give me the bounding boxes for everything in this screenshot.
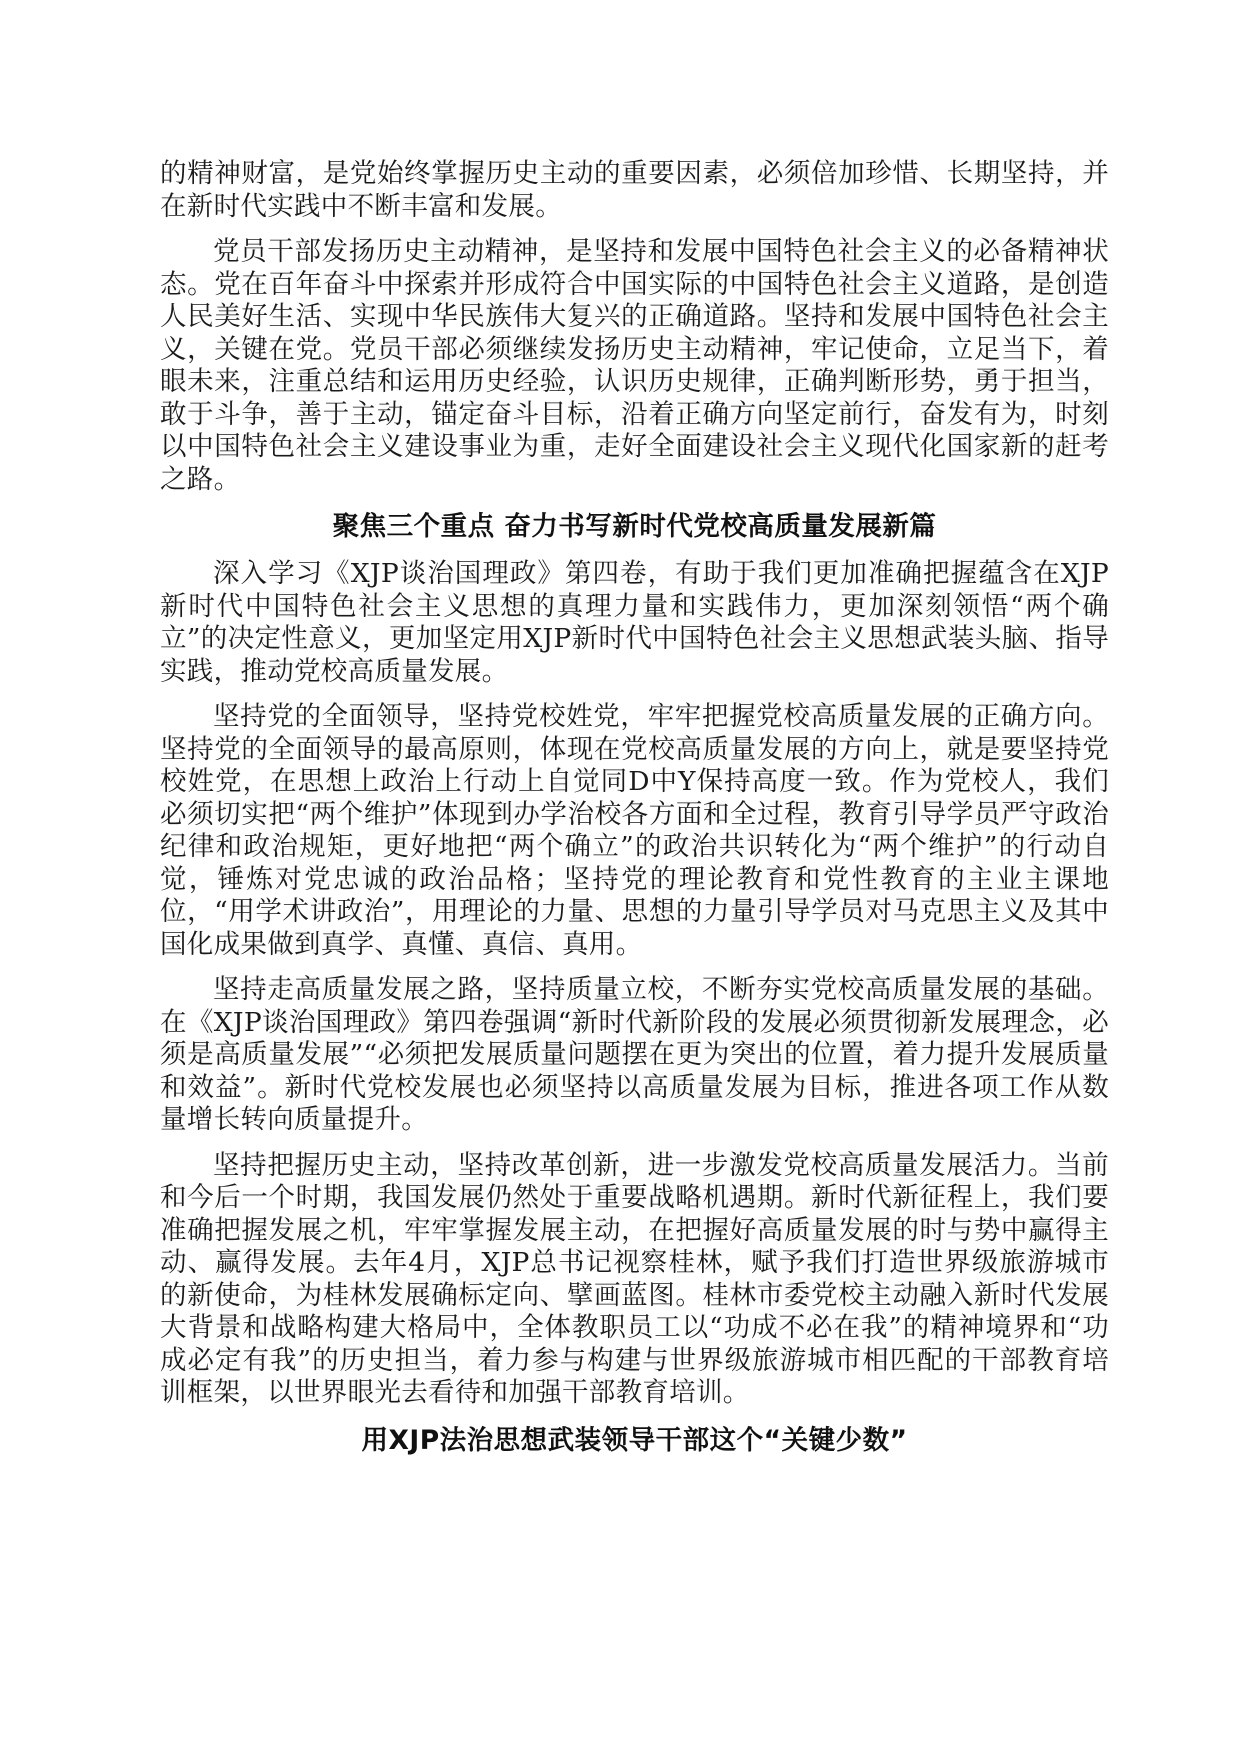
body-paragraph: 党员干部发扬历史主动精神，是坚持和发展中国特色社会主义的必备精神状态。党在百年奋斗中探索并形成符合中国实际的中国特色社会主义道路，是创造人民美好生活、实现中华民族伟大复兴的正确道路。坚持和发展中国特色社会主义，关键在党。党员干部必须继续发扬历史主动精神，牢记使命，立足当下，着眼未来，注重总结和运用历史经验，认识历史规律，正确判断形势，勇于担当，敢于斗争，善于主动，锚定奋斗目标，沿着正确方向坚定前行，奋发有为，时刻以中国特色社会主义建设事业为重，走好全面建设社会主义现代化国家新的赶考之路。 (160, 236, 1109, 495)
body-paragraph: 坚持党的全面领导，坚持党校姓党，牢牢把握党校高质量发展的正确方向。坚持党的全面领导的最高原则，体现在党校高质量发展的方向上，就是要坚持党校姓党，在思想上政治上行动上自觉同D中Y保持高度一致。作为党校人，我们必须切实把“两个维护”体现到办学治校各方面和全过程，教育引导学员严守政治纪律和政治规矩，更好地把“两个确立”的政治共识转化为“两个维护”的行动自觉，锤炼对党忠诚的政治品格；坚持党的理论教育和党性教育的主业主课地位，“用学术讲政治”，用理论的力量、思想的力量引导学员对马克思主义及其中国化成果做到真学、真懂、真信、真用。 (160, 701, 1109, 960)
section-heading: 聚焦三个重点 奋力书写新时代党校高质量发展新篇 (332, 511, 937, 542)
section-heading: 用XJP法治思想武装领导干部这个“关键少数” (361, 1424, 908, 1456)
body-paragraph: 深入学习《XJP谈治国理政》第四卷，有助于我们更加准确把握蕴含在XJP新时代中国特色社会主义思想的真理力量和实践伟力，更加深刻领悟“两个确立”的决定性意义，更加坚定用XJP新时代中国特色社会主义思想武装头脑、指导实践，推动党校高质量发展。 (160, 558, 1109, 687)
body-paragraph: 坚持把握历史主动，坚持改革创新，进一步激发党校高质量发展活力。当前和今后一个时期，我国发展仍然处于重要战略机遇期。新时代新征程上，我们要准确把握发展之机，牢牢掌握发展主动，在把握好高质量发展的时与势中赢得主动、赢得发展。去年4月，XJP总书记视察桂林，赋予我们打造世界级旅游城市的新使命，为桂林发展确标定向、擘画蓝图。桂林市委党校主动融入新时代发展大背景和战略构建大格局中，全体教职员工以“功成不必在我”的精神境界和“功成必定有我”的历史担当，着力参与构建与世界级旅游城市相匹配的干部教育培训框架，以世界眼光去看待和加强干部教育培训。 (160, 1149, 1109, 1408)
body-paragraph: 坚持走高质量发展之路，坚持质量立校，不断夯实党校高质量发展的基础。在《XJP谈治国理政》第四卷强调“新时代新阶段的发展必须贯彻新发展理念，必须是高质量发展”“必须把发展质量问题摆在更为突出的位置，着力提升发展质量和效益”。新时代党校发展也必须坚持以高质量发展为目标，推进各项工作从数量增长转向质量提升。 (160, 974, 1109, 1135)
body-paragraph: 的精神财富，是党始终掌握历史主动的重要因素，必须倍加珍惜、长期坚持，并在新时代实践中不断丰富和发展。 (160, 158, 1109, 222)
